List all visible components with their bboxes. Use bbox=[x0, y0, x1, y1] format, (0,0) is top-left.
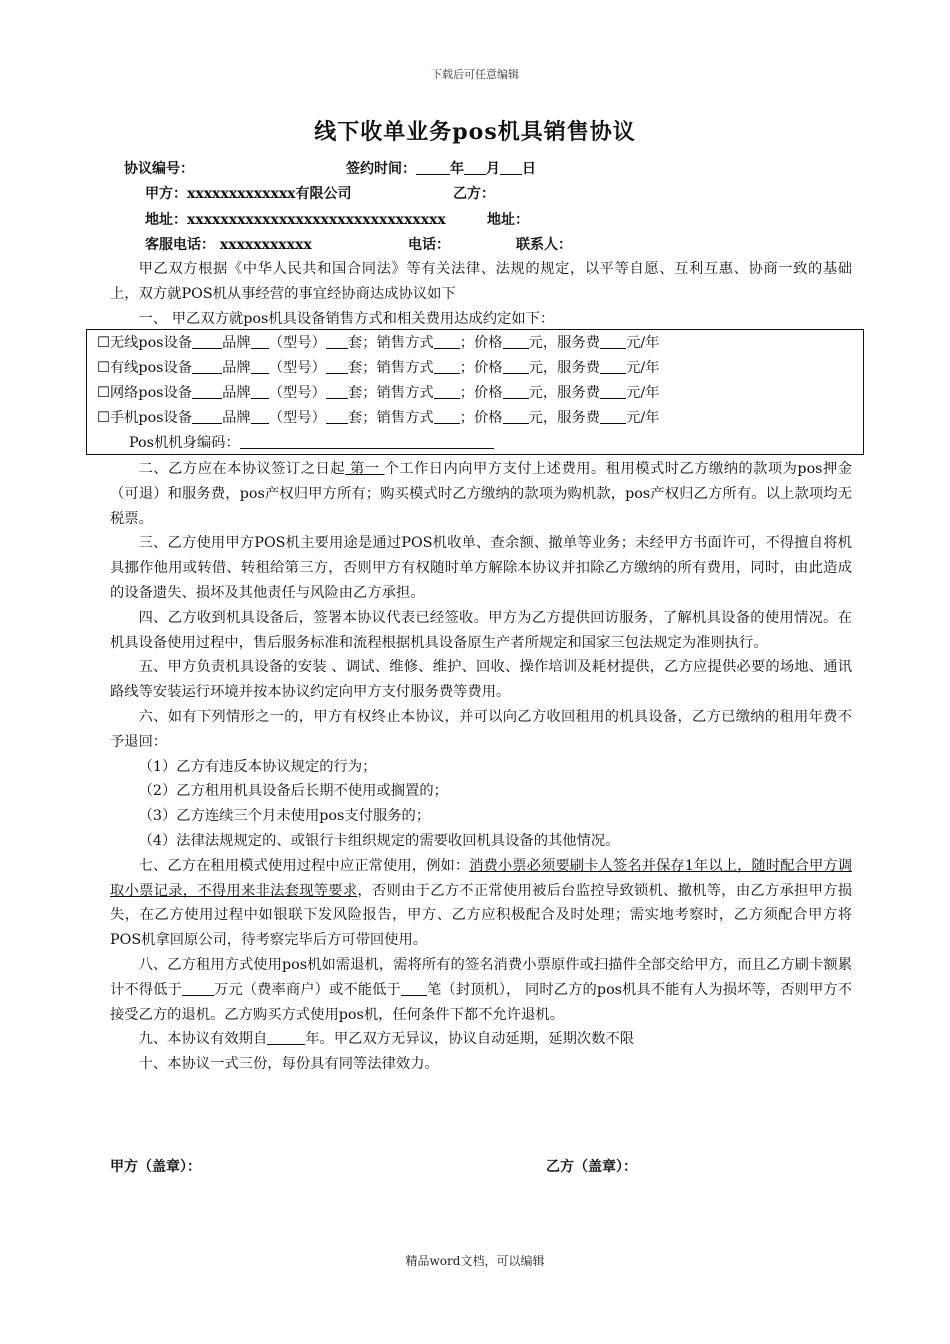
clause-5: 五、甲方负责机具设备的安装 、调试、维修、维护、回收、操作培训及耗材提供，乙方应提供必要的场地、通讯路线等安装运行环境并按本协议约定向甲方支付服务费等费用。 bbox=[110, 659, 852, 701]
price-blank[interactable] bbox=[503, 359, 529, 374]
clause-6-item: （2）乙方租用机具设备后长期不使用或搁置的； bbox=[138, 783, 448, 800]
footer-note: 精品word文档，可以编辑 bbox=[405, 1254, 545, 1268]
sets-label: 套；销售方式 bbox=[347, 410, 434, 426]
per-year-label: 元/年 bbox=[626, 385, 660, 401]
qty-blank[interactable] bbox=[192, 334, 222, 349]
qty-blank[interactable] bbox=[192, 359, 222, 374]
device-row bbox=[97, 357, 659, 377]
party-b-seal-label: 乙方（盖章）： bbox=[546, 1159, 637, 1175]
contract-no-label: 协议编号： bbox=[124, 161, 194, 177]
validity-blank[interactable] bbox=[267, 1030, 305, 1045]
clause-10: 十、本协议一式三份，每份具有同等法律效力。 bbox=[138, 1056, 439, 1073]
device-row bbox=[97, 332, 659, 352]
fee-blank[interactable] bbox=[600, 334, 626, 349]
clause-2-underlined: 第一 bbox=[345, 461, 385, 477]
day-blank[interactable] bbox=[500, 160, 522, 175]
sets-label: 套；销售方式 bbox=[347, 360, 434, 376]
sale-mode-blank[interactable] bbox=[434, 359, 460, 374]
party-a-name: 甲方：xxxxxxxxxxxxx有限公司 bbox=[145, 186, 352, 202]
checkbox-icon[interactable]: ☐ bbox=[97, 335, 110, 351]
clause-2 bbox=[110, 457, 852, 531]
clause-8-part1: 八、乙方租用方式使用pos机如需退机，需将所有的签名消费小票原件或扫描件全部交给甲方，而且乙方刷卡额累计不得低于 bbox=[110, 956, 852, 998]
sets-blank[interactable] bbox=[326, 409, 348, 424]
yuan-label: 元，服务费 bbox=[528, 385, 601, 401]
checkbox-icon[interactable]: ☐ bbox=[97, 360, 110, 376]
clause-2-post: 个工作日内向甲方支付上述费用。租用模式时乙方缴纳的款项为pos押金（可退）和服务费，pos产权归甲方所有；购买模式时乙方缴纳的款项为购机款，pos产权归乙方所有。以上款项均无税票。 bbox=[110, 461, 853, 527]
device-name: 手机pos设备 bbox=[109, 410, 193, 426]
device-name: 无线pos设备 bbox=[109, 335, 193, 351]
intro-section bbox=[110, 257, 852, 331]
brand-label: 品牌 bbox=[222, 410, 251, 426]
clause-6-item: （3）乙方连续三个月未使用pos支付服务的； bbox=[138, 808, 431, 825]
checkbox-icon[interactable]: ☐ bbox=[97, 385, 110, 401]
checkbox-icon[interactable]: ☐ bbox=[97, 410, 110, 426]
price-label: ；价格 bbox=[459, 385, 503, 401]
clause-2-pre: 二、乙方应在本协议签订之日起 bbox=[138, 461, 346, 477]
price-blank[interactable] bbox=[503, 334, 529, 349]
pos-serial-row bbox=[129, 432, 494, 452]
pos-serial-blank[interactable] bbox=[240, 434, 494, 449]
sets-blank[interactable] bbox=[326, 359, 348, 374]
sets-label: 套；销售方式 bbox=[347, 335, 434, 351]
device-row bbox=[97, 382, 659, 402]
clause-8-part3: 笔（封顶机）， 同时乙方的pos机具不能有人为损坏等，否则甲方不接受乙方的退机。乙方购买方式使用pos机，任何条件下都不允许退机。 bbox=[110, 981, 853, 1023]
header-note: 下载后可任意编辑 bbox=[431, 68, 519, 81]
per-year-label: 元/年 bbox=[626, 410, 660, 426]
sign-date-label: 签约时间： bbox=[346, 161, 416, 177]
party-a-address: 地址：xxxxxxxxxxxxxxxxxxxxxxxxxxxxxxx bbox=[145, 212, 446, 228]
price-blank[interactable] bbox=[503, 384, 529, 399]
clauses-section bbox=[110, 457, 852, 1077]
brand-blank[interactable] bbox=[251, 384, 269, 399]
model-label: （型号） bbox=[268, 385, 326, 401]
brand-blank[interactable] bbox=[251, 409, 269, 424]
clause-6: 六、如有下列情形之一的，甲方有权终止本协议，并可以向乙方收回租用的机具设备，乙方已缴纳的租用年费不予退回： bbox=[110, 708, 852, 750]
fee-blank[interactable] bbox=[600, 409, 626, 424]
device-box bbox=[86, 329, 864, 455]
sale-mode-blank[interactable] bbox=[434, 334, 460, 349]
day-label: 日 bbox=[522, 161, 536, 177]
clause-8 bbox=[110, 953, 852, 1027]
yuan-label: 元，服务费 bbox=[528, 410, 601, 426]
pos-serial-label: Pos机机身编码： bbox=[129, 435, 240, 451]
device-row bbox=[97, 407, 659, 427]
price-blank[interactable] bbox=[503, 409, 529, 424]
clause-6-item: （4）法律法规规定的、或银行卡组织规定的需要收回机具设备的其他情况。 bbox=[138, 832, 620, 849]
month-blank[interactable] bbox=[464, 160, 486, 175]
month-label: 月 bbox=[486, 161, 500, 177]
brand-label: 品牌 bbox=[222, 335, 251, 351]
brand-label: 品牌 bbox=[222, 385, 251, 401]
qty-blank[interactable] bbox=[192, 384, 222, 399]
yuan-label: 元，服务费 bbox=[528, 360, 601, 376]
clause-3: 三、乙方使用甲方POS机主要用途是通过POS机收单、查余额、撤单等业务；未经甲方书面许可，不得擅自将机具挪作他用或转借、转租给第三方，否则甲方有权随时单方解除本协议并扣除乙方缴纳的所有费用，同时，由此造成的设备遗失、损坏及其他责任与风险由乙方承担。 bbox=[110, 535, 852, 601]
model-label: （型号） bbox=[268, 335, 326, 351]
clause-1: 一、 甲乙双方就pos机具设备销售方式和相关费用达成约定如下： bbox=[138, 310, 555, 327]
sale-mode-blank[interactable] bbox=[434, 409, 460, 424]
price-label: ；价格 bbox=[459, 335, 503, 351]
party-b-contact: 联系人： bbox=[516, 237, 572, 253]
brand-blank[interactable] bbox=[251, 359, 269, 374]
fee-blank[interactable] bbox=[600, 384, 626, 399]
clause-4: 四、乙方收到机具设备后，签署本协议代表已经签收。甲方为乙方提供回访服务，了解机具设备的使用情况。在机具设备使用过程中，售后服务标准和流程根据机具设备原生产者所规定和国家三包法规定为准则执行。 bbox=[110, 609, 852, 651]
per-year-label: 元/年 bbox=[626, 360, 660, 376]
year-blank[interactable] bbox=[416, 160, 450, 175]
party-b-name: 乙方： bbox=[453, 186, 495, 202]
qty-blank[interactable] bbox=[192, 409, 222, 424]
clause-9 bbox=[110, 1027, 852, 1052]
clause-9-post: 年。甲乙双方无异议，协议自动延期，延期次数不限 bbox=[305, 1031, 635, 1048]
amount-blank[interactable] bbox=[182, 981, 214, 996]
sign-date bbox=[346, 158, 536, 178]
clause-7-underlined: 消费小票必须要刷卡人签名并保存1年以上，随时配合甲方调取小票记录，不得用来非法套现等要求 bbox=[110, 857, 852, 899]
count-blank[interactable] bbox=[401, 981, 427, 996]
sale-mode-blank[interactable] bbox=[434, 384, 460, 399]
model-label: （型号） bbox=[268, 360, 326, 376]
sets-blank[interactable] bbox=[326, 384, 348, 399]
brand-label: 品牌 bbox=[222, 360, 251, 376]
year-label: 年 bbox=[450, 161, 464, 177]
price-label: ；价格 bbox=[459, 360, 503, 376]
clause-9-pre: 九、本协议有效期自 bbox=[138, 1031, 268, 1048]
brand-blank[interactable] bbox=[251, 334, 269, 349]
party-b-phone: 电话： bbox=[408, 237, 450, 253]
clause-7-pre: 七、乙方在租用模式使用过程中应正常使用，例如： bbox=[138, 857, 470, 874]
party-a-service-phone: 客服电话： xxxxxxxxxxx bbox=[145, 237, 312, 253]
price-label: ；价格 bbox=[459, 410, 503, 426]
sets-blank[interactable] bbox=[326, 334, 348, 349]
party-b-address: 地址： bbox=[487, 212, 529, 228]
document-title: 线下收单业务pos机具销售协议 bbox=[314, 119, 636, 145]
party-a-seal-label: 甲方（盖章）： bbox=[110, 1159, 201, 1175]
clause-7-post: ，否则由于乙方不正常使用被后台监控导致锁机、撤机等，由乙方承担甲方损失，在乙方使用过程中如银联下发风险报告，甲方、乙方应积极配合及时处理；需实地考察时，乙方须配合甲方将POS机拿回原公司，待考察完毕后方可带回使用。 bbox=[110, 882, 852, 949]
clause-7 bbox=[110, 854, 852, 953]
yuan-label: 元，服务费 bbox=[528, 335, 601, 351]
model-label: （型号） bbox=[268, 410, 326, 426]
device-name: 有线pos设备 bbox=[109, 360, 193, 376]
per-year-label: 元/年 bbox=[626, 335, 660, 351]
clause-6-item: （1）乙方有违反本协议规定的行为； bbox=[138, 758, 377, 775]
sets-label: 套；销售方式 bbox=[347, 385, 434, 401]
clause-8-part2: 万元（费率商户）或不能低于 bbox=[213, 981, 401, 998]
device-name: 网络pos设备 bbox=[109, 385, 193, 401]
intro-paragraph: 甲乙双方根据《中华人民共和国合同法》等有关法律、法规的规定，以平等自愿、互利互惠、协商一致的基础上，双方就POS机从事经营的事宜经协商达成协议如下 bbox=[110, 261, 852, 302]
fee-blank[interactable] bbox=[600, 359, 626, 374]
